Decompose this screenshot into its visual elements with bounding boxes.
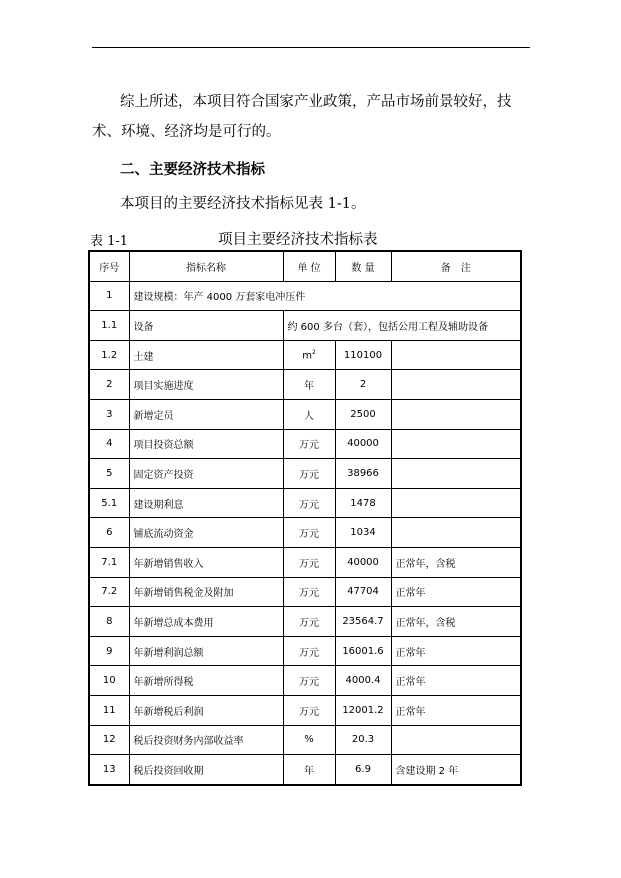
cell-note xyxy=(391,370,521,400)
cell-qty: 23564.7 xyxy=(335,607,391,637)
cell-no: 1.1 xyxy=(89,311,129,341)
cell-qty: 1478 xyxy=(335,488,391,518)
cell-unit xyxy=(283,459,335,489)
cell-qty: 6.9 xyxy=(335,755,391,785)
cell-name: 年新增税后利润 xyxy=(129,695,283,725)
cell-qty: 2500 xyxy=(335,399,391,429)
cell-no: 8 xyxy=(89,607,129,637)
cell-name: 项目投资总额 xyxy=(129,429,283,459)
cell-no: 13 xyxy=(89,755,129,785)
cell-qty: 20.3 xyxy=(335,725,391,755)
cell-unit-text: 万元 xyxy=(299,529,319,541)
cell-name: 年新增所得税 xyxy=(129,666,283,696)
table-row xyxy=(89,636,521,666)
cell-qty: 40000 xyxy=(335,429,391,459)
cell-unit-text: 万元 xyxy=(299,469,319,481)
cell-unit xyxy=(283,636,335,666)
table-row xyxy=(89,725,521,755)
cell-unit xyxy=(283,577,335,607)
cell-unit-text: 年 xyxy=(304,765,314,777)
cell-no: 11 xyxy=(89,695,129,725)
cell-qty: 约 600 多台（套），包括公用工程及辅助设备 xyxy=(283,311,521,341)
cell-unit-text: 万元 xyxy=(299,677,319,689)
cell-qty: 110100 xyxy=(335,340,391,370)
table-row xyxy=(89,370,521,400)
cell-no: 10 xyxy=(89,666,129,696)
cell-unit-text: 万元 xyxy=(299,706,319,718)
cell-unit-text: 万元 xyxy=(299,617,319,629)
table-header-row xyxy=(89,251,521,281)
cell-note xyxy=(391,340,521,370)
table-row xyxy=(89,459,521,489)
table-title: 项目主要经济技术指标表 xyxy=(218,232,378,248)
cell-no: 2 xyxy=(89,370,129,400)
header-rule xyxy=(92,47,530,48)
cell-name: 设备 xyxy=(129,311,283,341)
cell-unit xyxy=(283,340,335,370)
cell-unit-superscript: 2 xyxy=(311,348,316,356)
cell-unit xyxy=(283,429,335,459)
cell-unit xyxy=(283,488,335,518)
cell-unit-text: 万元 xyxy=(299,499,319,511)
cell-note: 正常年 xyxy=(391,695,521,725)
cell-note: 含建设期 2 年 xyxy=(391,755,521,785)
cell-no: 6 xyxy=(89,518,129,548)
cell-unit-text: % xyxy=(304,734,314,746)
cell-unit-text: 人 xyxy=(304,410,314,422)
cell-name: 建设期利息 xyxy=(129,488,283,518)
cell-name: 项目实施进度 xyxy=(129,370,283,400)
table-label: 表 1-1 xyxy=(90,234,129,249)
cell-unit xyxy=(283,547,335,577)
cell-unit-text: 万元 xyxy=(299,647,319,659)
cell-no: 1.2 xyxy=(89,340,129,370)
table-row xyxy=(89,488,521,518)
cell-qty: 4000.4 xyxy=(335,666,391,696)
header-note: 备 注 xyxy=(391,251,521,281)
cell-unit-text: 万元 xyxy=(299,440,319,452)
cell-note: 正常年，含税 xyxy=(391,607,521,637)
cell-unit-text: m xyxy=(302,350,312,362)
cell-unit xyxy=(283,399,335,429)
header-no: 序号 xyxy=(89,251,129,281)
cell-no: 7.1 xyxy=(89,547,129,577)
cell-no: 12 xyxy=(89,725,129,755)
cell-name: 年新增销售税金及附加 xyxy=(129,577,283,607)
cell-qty: 47704 xyxy=(335,577,391,607)
cell-name: 土建 xyxy=(129,340,283,370)
cell-no: 5 xyxy=(89,459,129,489)
summary-paragraph-line-2: 术、环境、经济均是可行的。 xyxy=(92,124,281,140)
header-name: 指标名称 xyxy=(129,251,283,281)
cell-name: 税后投资回收期 xyxy=(129,755,283,785)
header-qty: 数 量 xyxy=(335,251,391,281)
cell-note: 正常年 xyxy=(391,636,521,666)
table-row xyxy=(89,311,521,341)
cell-note xyxy=(391,399,521,429)
cell-qty: 38966 xyxy=(335,459,391,489)
cell-unit xyxy=(283,725,335,755)
cell-name: 税后投资财务内部收益率 xyxy=(129,725,283,755)
cell-unit xyxy=(283,607,335,637)
cell-unit xyxy=(283,695,335,725)
cell-note: 正常年 xyxy=(391,577,521,607)
cell-no: 3 xyxy=(89,399,129,429)
table-row xyxy=(89,577,521,607)
table-row xyxy=(89,666,521,696)
cell-no: 9 xyxy=(89,636,129,666)
cell-note: 正常年 xyxy=(391,666,521,696)
cell-note xyxy=(391,429,521,459)
cell-unit-text: 万元 xyxy=(299,558,319,570)
cell-unit-text: 年 xyxy=(304,381,314,393)
intro-sentence: 本项目的主要经济技术指标见表 1-1。 xyxy=(120,196,366,212)
table-row xyxy=(89,695,521,725)
table-row xyxy=(89,429,521,459)
cell-name: 新增定员 xyxy=(129,399,283,429)
cell-note xyxy=(391,488,521,518)
cell-name: 建设规模：年产 4000 万套家电冲压件 xyxy=(129,281,521,311)
cell-name: 铺底流动资金 xyxy=(129,518,283,548)
cell-qty: 40000 xyxy=(335,547,391,577)
table-row xyxy=(89,281,521,311)
cell-qty: 16001.6 xyxy=(335,636,391,666)
table-row xyxy=(89,518,521,548)
table-row xyxy=(89,340,521,370)
cell-no: 1 xyxy=(89,281,129,311)
cell-qty: 1034 xyxy=(335,518,391,548)
cell-no: 5.1 xyxy=(89,488,129,518)
table-row xyxy=(89,547,521,577)
table-row xyxy=(89,755,521,785)
cell-unit xyxy=(283,370,335,400)
cell-unit-text: 万元 xyxy=(299,588,319,600)
cell-note xyxy=(391,518,521,548)
cell-unit xyxy=(283,518,335,548)
cell-note xyxy=(391,459,521,489)
cell-name: 年新增总成本费用 xyxy=(129,607,283,637)
cell-name: 年新增销售收入 xyxy=(129,547,283,577)
cell-name: 固定资产投资 xyxy=(129,459,283,489)
cell-note: 正常年，含税 xyxy=(391,547,521,577)
section-heading: 二、主要经济技术指标 xyxy=(120,161,265,178)
cell-qty: 2 xyxy=(335,370,391,400)
cell-qty: 12001.2 xyxy=(335,695,391,725)
table-row xyxy=(89,607,521,637)
cell-no: 7.2 xyxy=(89,577,129,607)
table-row xyxy=(89,399,521,429)
indicator-table xyxy=(88,250,522,786)
header-unit: 单 位 xyxy=(283,251,335,281)
cell-no: 4 xyxy=(89,429,129,459)
summary-paragraph-line-1: 综上所述，本项目符合国家产业政策，产品市场前景较好，技 xyxy=(120,94,512,110)
cell-name: 年新增利润总额 xyxy=(129,636,283,666)
cell-unit xyxy=(283,666,335,696)
cell-note xyxy=(391,725,521,755)
cell-unit xyxy=(283,755,335,785)
